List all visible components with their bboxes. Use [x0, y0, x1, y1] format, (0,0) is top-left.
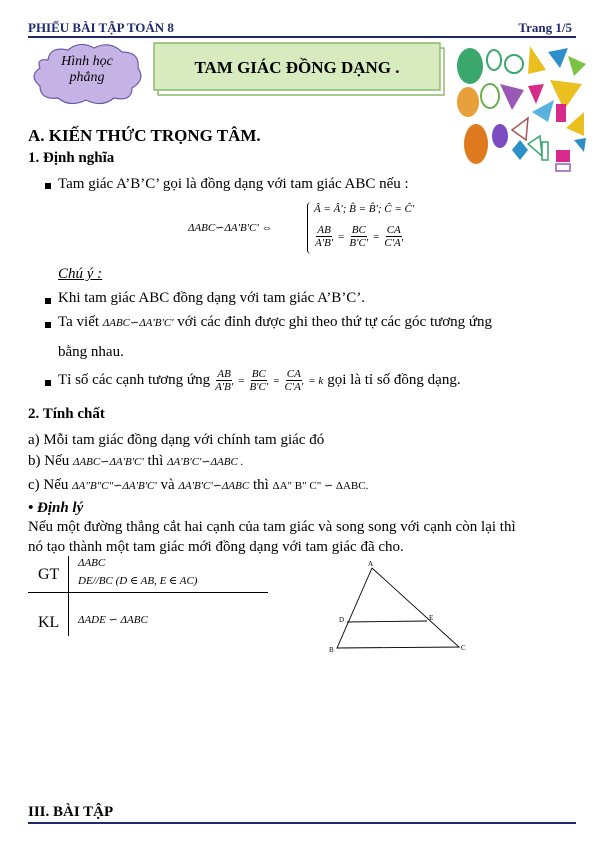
- fraction-denominator: B'C': [349, 237, 369, 249]
- kl-line-1: ΔADE ∽ ΔABC: [78, 614, 148, 626]
- fraction-numerator: AB: [217, 368, 231, 380]
- kl-label: KL: [38, 614, 60, 631]
- prop-b-prefix: b) Nếu: [28, 453, 70, 469]
- note-b2-suffix: với các đỉnh được ghi theo thứ tự các góc tương ứng: [177, 314, 493, 330]
- prop-c-math3: ΔA" B" C" ∽ ΔABC.: [272, 480, 369, 492]
- segment-de: [347, 621, 427, 622]
- definition-heading: 1. Định nghĩa: [28, 150, 115, 166]
- ratio-equation: $\frac{AB}{A'B'}$ = $\frac{BC}{B'C'}$ = $\frac{CA}{C'A'}$: [315, 224, 404, 249]
- fraction-ca: [383, 224, 404, 249]
- definition-text: Tam giác A’B’C’ gọi là đồng dạng với tam giác ABC nếu :: [58, 176, 409, 192]
- page-number: Trang 1/5: [518, 20, 572, 35]
- prop-c-math2: ΔA'B'C'∽ΔABC: [178, 480, 250, 492]
- gt-label: GT: [38, 566, 60, 583]
- vertex-a-label: A: [368, 560, 374, 568]
- vertex-b-label: B: [329, 646, 334, 654]
- note-bullet-2: [58, 314, 492, 331]
- prop-b-mid: thì: [147, 453, 164, 469]
- angles-equal: Â = Â'; B̂ = B̂'; Ĉ = Ĉ': [314, 203, 415, 215]
- gt-kl-divider: [28, 592, 268, 593]
- bottom-rule: [28, 822, 576, 824]
- fraction-numerator: CA: [386, 224, 401, 236]
- fraction-ab: [314, 224, 334, 249]
- decorative-shapes: [452, 40, 588, 174]
- point-e-label: E: [429, 614, 434, 622]
- prop-c-mid2: thì: [252, 477, 269, 493]
- bullet: [45, 298, 51, 304]
- header-left: PHIẾU BÀI TẬP TOÁN 8: [28, 20, 174, 35]
- formula-left: ΔABC∽ΔA'B'C' ⇔: [188, 222, 273, 234]
- bullet: [45, 183, 51, 189]
- property-b: [28, 453, 243, 470]
- fraction-denominator: B'C': [249, 381, 269, 393]
- prop-b-math2: ΔA'B'C'∽ΔABC .: [167, 456, 244, 468]
- vertex-c-label: C: [461, 644, 466, 652]
- system-brace: [307, 202, 312, 254]
- gt-line-2: DE//BC (D ∈ AB, E ∈ AC): [78, 575, 198, 587]
- theorem-line-2: nó tạo thành một tam giác mới đồng dạng với tam giác đã cho.: [28, 539, 404, 555]
- theorem-line-1: Nếu một đường thẳng cắt hai cạnh của tam giác và song song với cạnh còn lại thì: [28, 519, 516, 535]
- note-bullet-3: Tỉ số các cạnh tương ứng $\frac{AB}{A'B'}$ = $\frac{BC}{B'C'}$ = $\frac{CA}{C'A'}$ = k gọi là tỉ số đồng dạng.: [58, 368, 461, 393]
- page-title: TAM GIÁC ĐỒNG DẠNG .: [194, 58, 400, 77]
- prop-c-math1: ΔA"B"C"∽ΔA'B'C': [72, 480, 157, 492]
- theorem-heading: • Định lý: [28, 500, 84, 516]
- fraction-bc: [348, 224, 369, 249]
- ratio-k: = k: [308, 374, 324, 387]
- bullet: [45, 380, 51, 386]
- note-bullet-2-continued: bằng nhau.: [58, 344, 124, 360]
- point-d-label: D: [339, 616, 345, 624]
- fraction-numerator: CA: [286, 368, 301, 380]
- prop-c-mid1: và: [160, 477, 175, 493]
- ratio-suffix: gọi là tỉ số đồng dạng.: [327, 372, 461, 388]
- tag-line1: Hình học: [61, 54, 113, 69]
- bullet: [45, 322, 51, 328]
- fraction-denominator: A'B': [215, 381, 234, 393]
- property-c: [28, 477, 368, 494]
- gt-kl-vertical: [68, 556, 69, 636]
- tag-line2: phẳng: [69, 70, 105, 85]
- prop-c-prefix: c) Nếu: [28, 477, 69, 493]
- prop-b-math1: ΔABC∽ΔA'B'C': [73, 456, 144, 468]
- header-rule: [28, 36, 576, 38]
- section-a-heading: A. KIẾN THỨC TRỌNG TÂM.: [28, 126, 261, 145]
- note-bullet-1: Khi tam giác ABC đồng dạng với tam giác A’B’C’.: [58, 290, 366, 306]
- triangle-abc: [337, 568, 459, 648]
- note-b2-math: ΔABC∽ΔA'B'C': [102, 317, 174, 329]
- fraction-numerator: AB: [317, 224, 331, 236]
- exercises-heading: III. BÀI TẬP: [28, 804, 114, 820]
- properties-heading: 2. Tính chất: [28, 406, 105, 422]
- note-label: Chú ý :: [58, 266, 103, 282]
- fraction-denominator: C'A': [284, 381, 304, 393]
- topic-tag: [28, 54, 146, 86]
- gt-line-1: ΔABC: [78, 557, 106, 569]
- fraction-ca: [283, 368, 304, 393]
- note-b2-prefix: Ta viết: [58, 314, 100, 330]
- fraction-denominator: C'A': [384, 237, 404, 249]
- triangle-figure: [320, 556, 480, 660]
- fraction-denominator: A'B': [315, 237, 334, 249]
- fraction-bc: [248, 368, 269, 393]
- property-a: a) Mỗi tam giác đồng dạng với chính tam giác đó: [28, 432, 325, 448]
- ratio-text: Tỉ số các cạnh tương ứng: [58, 372, 211, 388]
- fraction-numerator: BC: [351, 224, 366, 236]
- fraction-ab: [214, 368, 234, 393]
- fraction-numerator: BC: [251, 368, 266, 380]
